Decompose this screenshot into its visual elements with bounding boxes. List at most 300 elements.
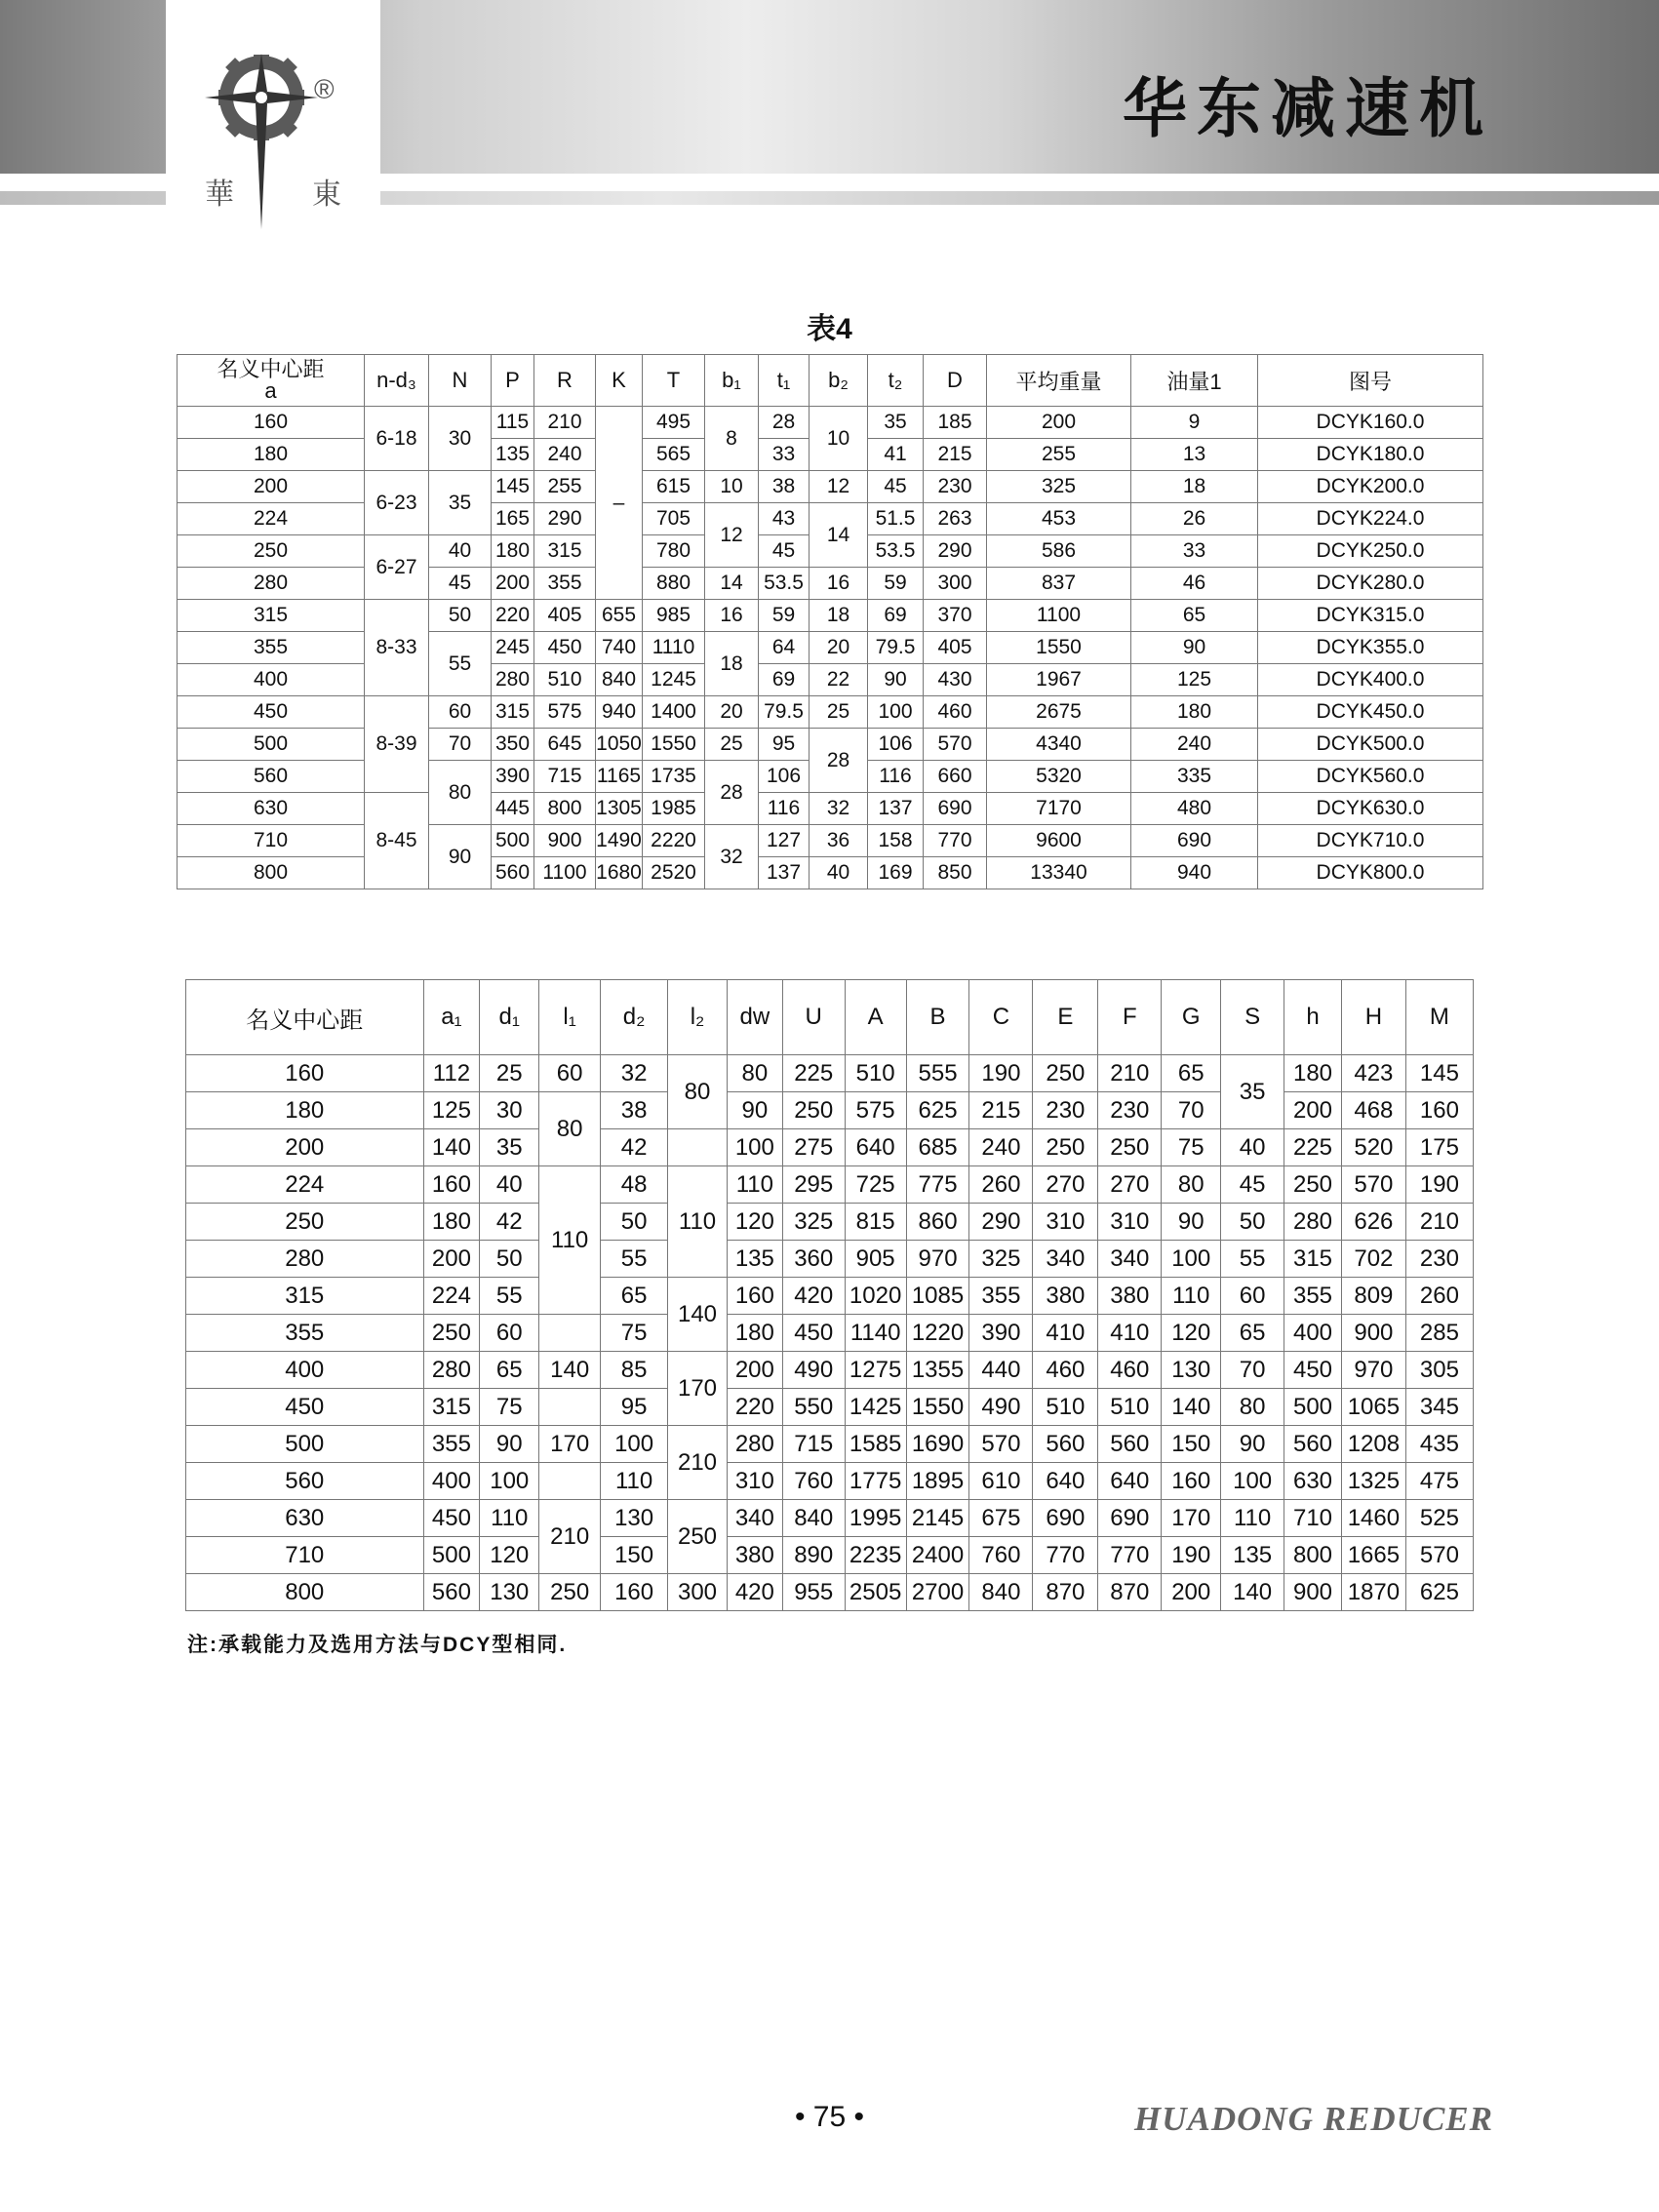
cell-A: 1775 (845, 1463, 906, 1500)
cell-d1: 40 (480, 1166, 539, 1204)
cell-T: 1400 (643, 696, 705, 729)
cell-G: 170 (1162, 1500, 1221, 1537)
cell-l1-empty (539, 1389, 601, 1426)
cell-oil: 940 (1131, 857, 1258, 889)
cell-C: 325 (969, 1241, 1033, 1278)
cell-oil: 46 (1131, 568, 1258, 600)
table-row (186, 1574, 1474, 1611)
cell-drawing: DCYK280.0 (1258, 568, 1483, 600)
cell-a: 280 (178, 568, 365, 600)
cell-U: 250 (782, 1092, 845, 1129)
cell-D: 185 (924, 407, 987, 439)
col-header-dw: dw (727, 980, 782, 1055)
cell-d1: 130 (480, 1574, 539, 1611)
cell-U: 275 (782, 1129, 845, 1166)
cell-drawing: DCYK400.0 (1258, 664, 1483, 696)
col-header-R: R (534, 355, 596, 407)
cell-nd: 6-23 (365, 471, 429, 535)
cell-b2: 10 (810, 407, 868, 471)
cell-a1: 200 (423, 1241, 480, 1278)
cell-G: 75 (1162, 1129, 1221, 1166)
cell-h: 560 (1284, 1426, 1342, 1463)
col-header-a: 名义中心距 (186, 980, 424, 1055)
cell-d2: 42 (601, 1129, 668, 1166)
cell-P: 390 (492, 761, 534, 793)
cell-S: 90 (1221, 1426, 1284, 1463)
cell-drawing: DCYK315.0 (1258, 600, 1483, 632)
table-row (186, 1315, 1474, 1352)
cell-S: 65 (1221, 1315, 1284, 1352)
cell-a: 224 (178, 503, 365, 535)
cell-U: 360 (782, 1241, 845, 1278)
footer-brand: HUADONG REDUCER (1134, 2100, 1493, 2138)
cell-F: 640 (1098, 1463, 1162, 1500)
cell-d1: 60 (480, 1315, 539, 1352)
cell-drawing: DCYK355.0 (1258, 632, 1483, 664)
cell-b1: 18 (705, 632, 759, 696)
cell-dw: 160 (727, 1278, 782, 1315)
cell-H: 1870 (1341, 1574, 1405, 1611)
cell-A: 640 (845, 1129, 906, 1166)
cell-a: 160 (178, 407, 365, 439)
cell-t2: 100 (868, 696, 924, 729)
cell-M: 345 (1405, 1389, 1473, 1426)
cell-R: 900 (534, 825, 596, 857)
col-header-P: P (492, 355, 534, 407)
cell-t1: 43 (759, 503, 810, 535)
cell-P: 220 (492, 600, 534, 632)
cell-P: 200 (492, 568, 534, 600)
cell-K: 740 (596, 632, 643, 664)
cell-D: 215 (924, 439, 987, 471)
cell-a: 800 (178, 857, 365, 889)
cell-l1: 80 (539, 1092, 601, 1166)
cell-H: 1325 (1341, 1463, 1405, 1500)
cell-a1: 560 (423, 1574, 480, 1611)
cell-U: 325 (782, 1204, 845, 1241)
cell-F: 460 (1098, 1352, 1162, 1389)
cell-A: 1425 (845, 1389, 906, 1426)
cell-S: 35 (1221, 1055, 1284, 1129)
cell-P: 560 (492, 857, 534, 889)
cell-b2: 25 (810, 696, 868, 729)
cell-dw: 135 (727, 1241, 782, 1278)
cell-a: 200 (186, 1129, 424, 1166)
cell-weight: 7170 (987, 793, 1131, 825)
cell-h: 225 (1284, 1129, 1342, 1166)
cell-N: 50 (429, 600, 492, 632)
cell-a: 250 (186, 1204, 424, 1241)
cell-A: 575 (845, 1092, 906, 1129)
cell-U: 890 (782, 1537, 845, 1574)
cell-a: 180 (186, 1092, 424, 1129)
cell-t1: 53.5 (759, 568, 810, 600)
table-row (186, 1426, 1474, 1463)
col-header-E: E (1033, 980, 1098, 1055)
cell-H: 626 (1341, 1204, 1405, 1241)
cell-S: 40 (1221, 1129, 1284, 1166)
cell-h: 355 (1284, 1278, 1342, 1315)
cell-B: 775 (906, 1166, 969, 1204)
cell-H: 1665 (1341, 1537, 1405, 1574)
cell-dw: 90 (727, 1092, 782, 1129)
cell-C: 260 (969, 1166, 1033, 1204)
cell-C: 610 (969, 1463, 1033, 1500)
cell-l2: 250 (668, 1500, 728, 1574)
cell-drawing: DCYK560.0 (1258, 761, 1483, 793)
cell-M: 305 (1405, 1352, 1473, 1389)
cell-b1: 12 (705, 503, 759, 568)
col-header-drawing: 图号 (1258, 355, 1483, 407)
cell-weight: 9600 (987, 825, 1131, 857)
cell-T: 1735 (643, 761, 705, 793)
cell-R: 315 (534, 535, 596, 568)
cell-h: 450 (1284, 1352, 1342, 1389)
cell-h: 280 (1284, 1204, 1342, 1241)
cell-weight: 4340 (987, 729, 1131, 761)
logo-char-left: 華 (205, 178, 234, 212)
cell-d2: 100 (601, 1426, 668, 1463)
cell-d2: 110 (601, 1463, 668, 1500)
cell-E: 270 (1033, 1166, 1098, 1204)
col-header-B: B (906, 980, 969, 1055)
cell-U: 295 (782, 1166, 845, 1204)
cell-S: 100 (1221, 1463, 1284, 1500)
cell-weight: 200 (987, 407, 1131, 439)
cell-a: 355 (178, 632, 365, 664)
cell-F: 210 (1098, 1055, 1162, 1092)
cell-a1: 224 (423, 1278, 480, 1315)
cell-D: 300 (924, 568, 987, 600)
cell-a: 710 (178, 825, 365, 857)
dimension-table-5 (185, 979, 1474, 1611)
cell-E: 250 (1033, 1055, 1098, 1092)
cell-d2: 48 (601, 1166, 668, 1204)
cell-a1: 450 (423, 1500, 480, 1537)
cell-C: 440 (969, 1352, 1033, 1389)
cell-B: 2700 (906, 1574, 969, 1611)
cell-d1: 75 (480, 1389, 539, 1426)
cell-A: 2505 (845, 1574, 906, 1611)
logo-char-right: 東 (312, 178, 341, 212)
cell-t2: 69 (868, 600, 924, 632)
cell-t1: 127 (759, 825, 810, 857)
cell-a: 800 (186, 1574, 424, 1611)
cell-a: 560 (178, 761, 365, 793)
cell-t1: 116 (759, 793, 810, 825)
cell-C: 290 (969, 1204, 1033, 1241)
cell-a: 450 (186, 1389, 424, 1426)
cell-b2: 36 (810, 825, 868, 857)
cell-l1: 210 (539, 1500, 601, 1574)
cell-dw: 110 (727, 1166, 782, 1204)
cell-U: 225 (782, 1055, 845, 1092)
cell-U: 490 (782, 1352, 845, 1389)
table-row (186, 1463, 1474, 1500)
cell-d2: 130 (601, 1500, 668, 1537)
cell-weight: 2675 (987, 696, 1131, 729)
cell-C: 840 (969, 1574, 1033, 1611)
cell-U: 550 (782, 1389, 845, 1426)
cell-t2: 53.5 (868, 535, 924, 568)
cell-K: 655 (596, 600, 643, 632)
col-header-a: 名义中心距 a (178, 355, 365, 407)
col-header-K: K (596, 355, 643, 407)
cell-B: 1690 (906, 1426, 969, 1463)
cell-l2: 210 (668, 1426, 728, 1500)
cell-N: 80 (429, 761, 492, 825)
cell-F: 310 (1098, 1204, 1162, 1241)
cell-S: 55 (1221, 1241, 1284, 1278)
cell-t2: 45 (868, 471, 924, 503)
col-header-l1: l₁ (539, 980, 601, 1055)
col-header-A: A (845, 980, 906, 1055)
cell-A: 510 (845, 1055, 906, 1092)
cell-h: 400 (1284, 1315, 1342, 1352)
cell-a: 280 (186, 1241, 424, 1278)
cell-dw: 340 (727, 1500, 782, 1537)
cell-a: 400 (178, 664, 365, 696)
cell-R: 450 (534, 632, 596, 664)
cell-oil: 240 (1131, 729, 1258, 761)
cell-dw: 100 (727, 1129, 782, 1166)
cell-a1: 500 (423, 1537, 480, 1574)
table5-header-row (186, 980, 1474, 1055)
cell-oil: 13 (1131, 439, 1258, 471)
cell-oil: 33 (1131, 535, 1258, 568)
cell-H: 468 (1341, 1092, 1405, 1129)
cell-dw: 120 (727, 1204, 782, 1241)
cell-F: 770 (1098, 1537, 1162, 1574)
cell-l2: 300 (668, 1574, 728, 1611)
cell-G: 110 (1162, 1278, 1221, 1315)
dimension-table-4 (177, 354, 1483, 889)
col-header-b2: b₂ (810, 355, 868, 407)
cell-a: 315 (186, 1278, 424, 1315)
cell-nd: 8-33 (365, 600, 429, 696)
cell-d1: 90 (480, 1426, 539, 1463)
table-row (186, 1500, 1474, 1537)
cell-F: 230 (1098, 1092, 1162, 1129)
cell-t2: 137 (868, 793, 924, 825)
cell-H: 702 (1341, 1241, 1405, 1278)
cell-C: 190 (969, 1055, 1033, 1092)
cell-E: 250 (1033, 1129, 1098, 1166)
col-header-G: G (1162, 980, 1221, 1055)
cell-B: 1220 (906, 1315, 969, 1352)
cell-nd: 8-39 (365, 696, 429, 793)
cell-N: 60 (429, 696, 492, 729)
cell-M: 435 (1405, 1426, 1473, 1463)
cell-U: 420 (782, 1278, 845, 1315)
table-row (178, 600, 1483, 632)
cell-D: 405 (924, 632, 987, 664)
cell-C: 355 (969, 1278, 1033, 1315)
cell-b2: 40 (810, 857, 868, 889)
cell-D: 230 (924, 471, 987, 503)
col-header-S: S (1221, 980, 1284, 1055)
cell-T: 2520 (643, 857, 705, 889)
table-row (186, 1278, 1474, 1315)
cell-H: 900 (1341, 1315, 1405, 1352)
cell-t1: 28 (759, 407, 810, 439)
cell-T: 1110 (643, 632, 705, 664)
cell-D: 850 (924, 857, 987, 889)
cell-C: 390 (969, 1315, 1033, 1352)
col-header-a1: a₁ (423, 980, 480, 1055)
cell-t1: 137 (759, 857, 810, 889)
cell-oil: 90 (1131, 632, 1258, 664)
cell-E: 870 (1033, 1574, 1098, 1611)
cell-N: 45 (429, 568, 492, 600)
cell-dw: 80 (727, 1055, 782, 1092)
cell-F: 250 (1098, 1129, 1162, 1166)
cell-t2: 116 (868, 761, 924, 793)
cell-b1: 8 (705, 407, 759, 471)
page-number: • 75 • (794, 2101, 865, 2133)
cell-weight: 5320 (987, 761, 1131, 793)
table-row (186, 1166, 1474, 1204)
cell-a: 710 (186, 1537, 424, 1574)
cell-M: 285 (1405, 1315, 1473, 1352)
cell-F: 870 (1098, 1574, 1162, 1611)
cell-a1: 112 (423, 1055, 480, 1092)
cell-D: 430 (924, 664, 987, 696)
cell-A: 1275 (845, 1352, 906, 1389)
cell-N: 55 (429, 632, 492, 696)
cell-M: 175 (1405, 1129, 1473, 1166)
cell-a1: 180 (423, 1204, 480, 1241)
cell-K: 1680 (596, 857, 643, 889)
cell-weight: 1550 (987, 632, 1131, 664)
cell-d2: 95 (601, 1389, 668, 1426)
cell-a1: 250 (423, 1315, 480, 1352)
cell-G: 70 (1162, 1092, 1221, 1129)
cell-weight: 453 (987, 503, 1131, 535)
cell-C: 490 (969, 1389, 1033, 1426)
cell-b2: 22 (810, 664, 868, 696)
cell-B: 970 (906, 1241, 969, 1278)
cell-P: 115 (492, 407, 534, 439)
cell-P: 445 (492, 793, 534, 825)
cell-B: 1085 (906, 1278, 969, 1315)
cell-oil: 690 (1131, 825, 1258, 857)
cell-B: 625 (906, 1092, 969, 1129)
cell-T: 495 (643, 407, 705, 439)
cell-a: 500 (178, 729, 365, 761)
cell-a1: 400 (423, 1463, 480, 1500)
cell-P: 135 (492, 439, 534, 471)
cell-a: 630 (178, 793, 365, 825)
cell-b1: 14 (705, 568, 759, 600)
cell-drawing: DCYK710.0 (1258, 825, 1483, 857)
cell-A: 1995 (845, 1500, 906, 1537)
cell-h: 180 (1284, 1055, 1342, 1092)
cell-d1: 120 (480, 1537, 539, 1574)
cell-D: 370 (924, 600, 987, 632)
cell-a: 400 (186, 1352, 424, 1389)
cell-a: 355 (186, 1315, 424, 1352)
cell-R: 290 (534, 503, 596, 535)
cell-T: 615 (643, 471, 705, 503)
cell-T: 1985 (643, 793, 705, 825)
cell-t1: 64 (759, 632, 810, 664)
cell-d1: 35 (480, 1129, 539, 1166)
cell-S: 135 (1221, 1537, 1284, 1574)
cell-M: 190 (1405, 1166, 1473, 1204)
cell-T: 2220 (643, 825, 705, 857)
col-header-nd: n-d₃ (365, 355, 429, 407)
cell-E: 310 (1033, 1204, 1098, 1241)
cell-l2: 170 (668, 1352, 728, 1426)
cell-d2: 160 (601, 1574, 668, 1611)
cell-l2: 80 (668, 1055, 728, 1129)
cell-R: 240 (534, 439, 596, 471)
cell-S: 80 (1221, 1389, 1284, 1426)
cell-l2: 110 (668, 1166, 728, 1278)
cell-R: 355 (534, 568, 596, 600)
cell-drawing: DCYK200.0 (1258, 471, 1483, 503)
registered-mark: ® (314, 74, 335, 104)
cell-T: 565 (643, 439, 705, 471)
cell-a: 250 (178, 535, 365, 568)
cell-P: 245 (492, 632, 534, 664)
cell-M: 625 (1405, 1574, 1473, 1611)
cell-E: 340 (1033, 1241, 1098, 1278)
cell-t2: 41 (868, 439, 924, 471)
cell-G: 200 (1162, 1574, 1221, 1611)
cell-b1: 16 (705, 600, 759, 632)
cell-K: 840 (596, 664, 643, 696)
cell-t2: 158 (868, 825, 924, 857)
cell-l1: 140 (539, 1352, 601, 1389)
cell-oil: 180 (1131, 696, 1258, 729)
cell-a1: 315 (423, 1389, 480, 1426)
cell-G: 190 (1162, 1537, 1221, 1574)
cell-K: 1490 (596, 825, 643, 857)
cell-F: 410 (1098, 1315, 1162, 1352)
cell-h: 800 (1284, 1537, 1342, 1574)
cell-b2: 12 (810, 471, 868, 503)
col-header-U: U (782, 980, 845, 1055)
cell-S: 45 (1221, 1166, 1284, 1204)
cell-drawing: DCYK250.0 (1258, 535, 1483, 568)
cell-a: 500 (186, 1426, 424, 1463)
cell-drawing: DCYK224.0 (1258, 503, 1483, 535)
cell-a1: 355 (423, 1426, 480, 1463)
cell-F: 340 (1098, 1241, 1162, 1278)
cell-d1: 25 (480, 1055, 539, 1092)
cell-B: 1550 (906, 1389, 969, 1426)
cell-h: 500 (1284, 1389, 1342, 1426)
cell-b2: 14 (810, 503, 868, 568)
cell-K: 940 (596, 696, 643, 729)
cell-d1: 100 (480, 1463, 539, 1500)
cell-C: 240 (969, 1129, 1033, 1166)
cell-T: 1550 (643, 729, 705, 761)
cell-E: 770 (1033, 1537, 1098, 1574)
cell-R: 405 (534, 600, 596, 632)
cell-U: 760 (782, 1463, 845, 1500)
cell-P: 280 (492, 664, 534, 696)
cell-K: 1305 (596, 793, 643, 825)
cell-B: 555 (906, 1055, 969, 1092)
cell-M: 475 (1405, 1463, 1473, 1500)
cell-d1: 30 (480, 1092, 539, 1129)
cell-N: 30 (429, 407, 492, 471)
cell-R: 645 (534, 729, 596, 761)
cell-d2: 75 (601, 1315, 668, 1352)
